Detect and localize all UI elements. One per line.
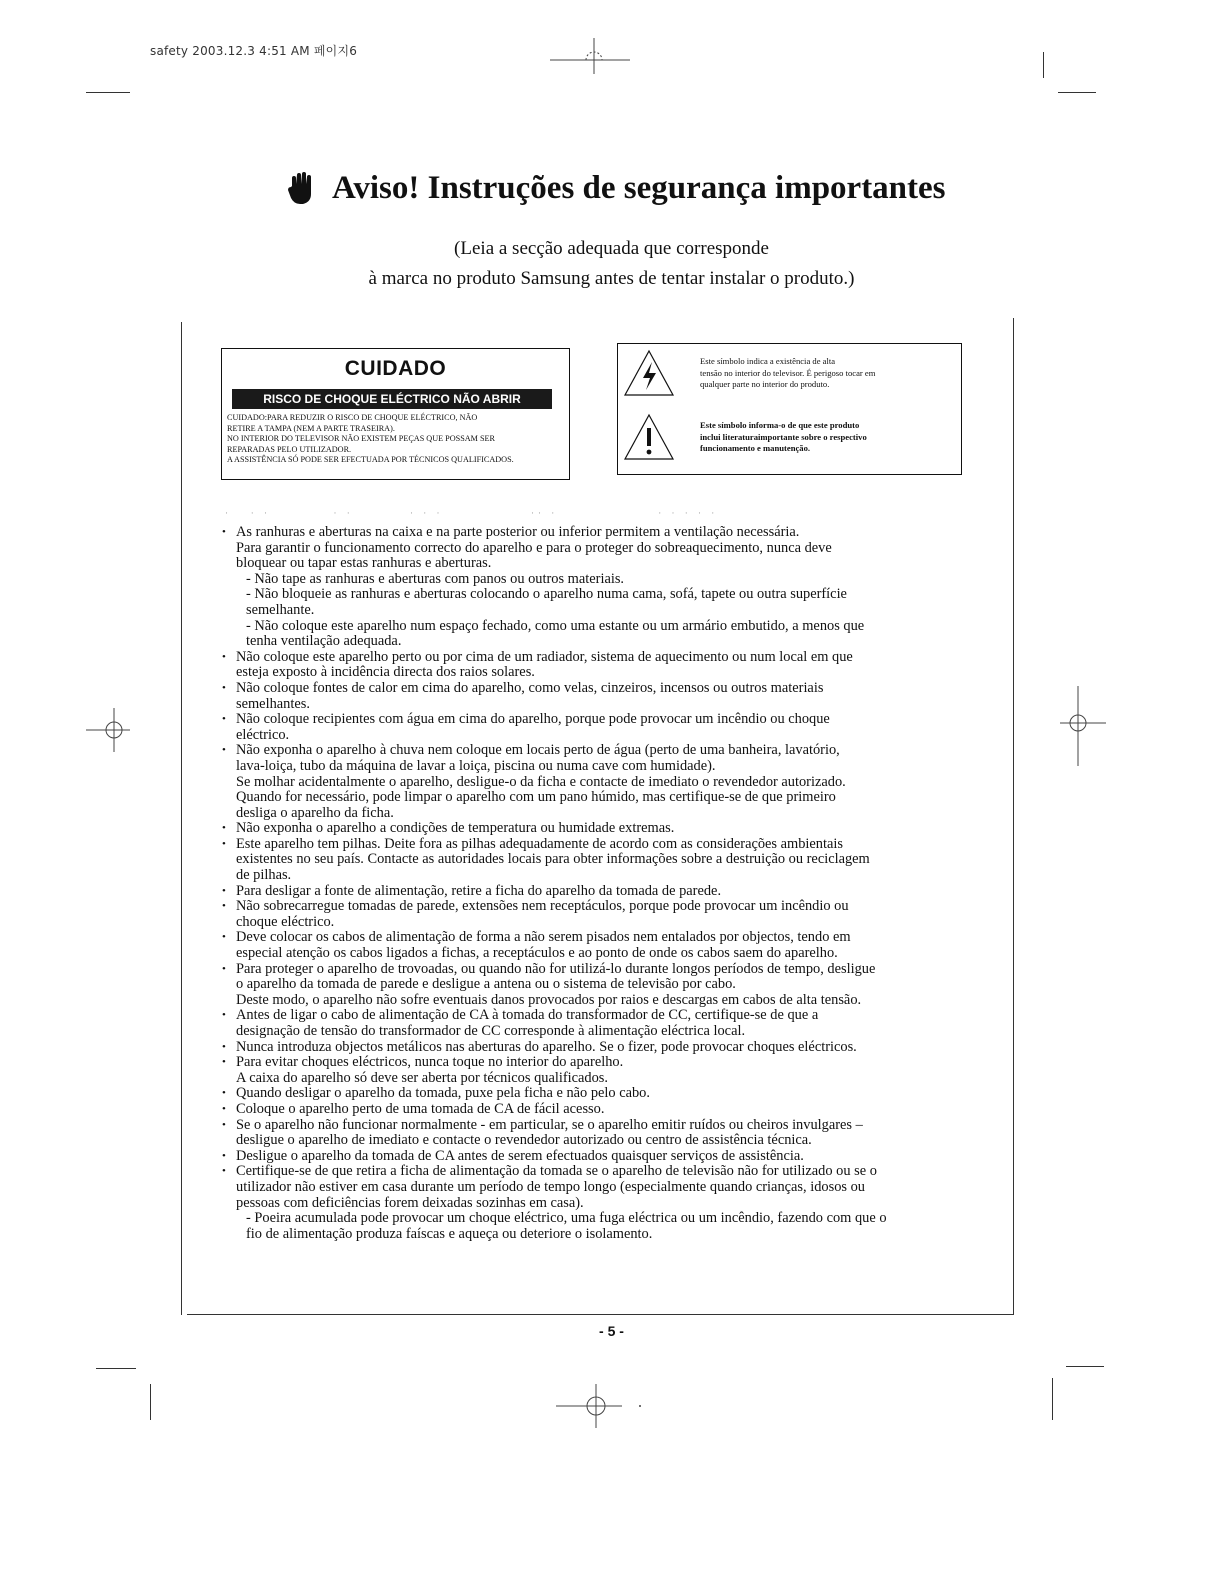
instruction-subitem-line: - Não bloqueie as ranhuras e aberturas colocando o aparelho numa cama, sofá, tapete ou outra superfície	[246, 586, 847, 603]
instruction-line: de pilhas.	[236, 867, 292, 884]
subtitle-line-1: (Leia a secção adequada que corresponde	[454, 238, 769, 259]
instruction-list	[222, 525, 982, 1242]
instruction-subitem-line: - Não tape as ranhuras e aberturas com panos ou outros materiais.	[246, 570, 625, 587]
caution-label	[221, 348, 570, 480]
instruction-item	[222, 1118, 982, 1149]
instruction-line: • Desligue o aparelho da tomada de CA antes de serem efectuados quaisquer serviços de assistência.	[236, 1147, 804, 1164]
instruction-line: • Se o aparelho não funcionar normalmente - em particular, se o aparelho emitir ruídos ou cheiros invulgares –	[236, 1116, 863, 1133]
caution-line: CUIDADO:PARA REDUZIR O RISCO DE CHOQUE ELÉCTRICO, NÃO	[227, 413, 478, 422]
instruction-item	[222, 525, 982, 650]
frame-right-border	[1013, 318, 1014, 1315]
caution-line: NO INTERIOR DO TELEVISOR NÃO EXISTEM PEÇAS QUE POSSAM SER	[227, 434, 496, 443]
caution-line: RETIRE A TAMPA (NEM A PARTE TRASEIRA).	[227, 423, 395, 433]
instruction-line: Deste modo, o aparelho não sofre eventuais danos provocados por raios e descargas em cabos de alta tensão.	[236, 991, 862, 1008]
instruction-line: • Não exponha o aparelho a condições de temperatura ou humidade extremas.	[236, 820, 675, 837]
instruction-item	[222, 1149, 982, 1165]
print-header: safety 2003.12.3 4:51 AM 페이지6	[150, 44, 358, 58]
instruction-line: eléctrico.	[236, 726, 290, 743]
instruction-item	[222, 1086, 982, 1102]
instruction-item	[222, 743, 982, 821]
instruction-item	[222, 681, 982, 712]
hand-warning-icon	[288, 172, 314, 206]
instruction-line: • Não coloque recipientes com água em cima do aparelho, porque pode provocar um incêndio ou choque	[236, 711, 830, 728]
instruction-line: choque eléctrico.	[236, 913, 335, 930]
registration-mark-bottom-icon	[556, 1380, 646, 1430]
instruction-line: bloquear ou tapar estas ranhuras e aberturas.	[236, 555, 492, 572]
crop-mark	[86, 92, 130, 93]
frame-bottom-border	[187, 1314, 1013, 1315]
registration-mark-right-icon	[1060, 686, 1106, 766]
instruction-item	[222, 962, 982, 1009]
instruction-subitem	[236, 1211, 982, 1242]
caution-line: A ASSISTÊNCIA SÓ PODE SER EFECTUADA POR TÉCNICOS QUALIFICADOS.	[227, 455, 514, 464]
caution-text	[222, 409, 569, 470]
instruction-line: pessoas com deficiências forem deixadas sozinhas em casa).	[236, 1194, 584, 1211]
caution-line: REPARADAS PELO UTILIZADOR.	[227, 444, 352, 454]
instruction-line: • Não coloque este aparelho perto ou por cima de um radiador, sistema de aquecimento ou num local em que	[236, 648, 853, 665]
symbols-legend	[617, 343, 962, 475]
instruction-item	[222, 899, 982, 930]
instruction-item	[222, 650, 982, 681]
instruction-line: • Não sobrecarregue tomadas de parede, extensões nem receptáculos, porque pode provocar um incêndio ou	[236, 898, 849, 915]
instruction-subitem-line: - Poeira acumulada pode provocar um choque eléctrico, uma fuga eléctrica ou um incêndio, fazendo com que o	[246, 1210, 887, 1227]
instruction-item	[222, 1055, 982, 1086]
instruction-line: Se molhar acidentalmente o aparelho, desligue-o da ficha e contacte de imediato o revendedor autorizado.	[236, 773, 846, 790]
crop-mark	[1043, 52, 1044, 78]
instruction-line: • As ranhuras e aberturas na caixa e na parte posterior ou inferior permitem a ventilação necessária.	[236, 524, 800, 540]
instruction-line: desligue o aparelho de imediato e contacte o revendedor autorizado ou centro de assistência técnica.	[236, 1132, 812, 1149]
title-block	[288, 170, 946, 207]
instruction-line: lava-loiça, tubo da máquina de lavar a loiça, piscina ou numa cave com humidade).	[236, 757, 716, 774]
scan-noise-divider: · · · · · · · · ·· · · · · · ·	[225, 508, 719, 518]
instruction-line: especial atenção os cabos ligados a fichas, a receptáculos e ao ponto de onde os cabos saem do aparelho.	[236, 945, 838, 962]
page-number: - 5 -	[599, 1323, 624, 1339]
instruction-line: • Para desligar a fonte de alimentação, retire a ficha do aparelho da tomada de parede.	[236, 882, 722, 899]
literature-line: Este símbolo informa-o de que este produto	[700, 420, 860, 430]
registration-mark-left-icon	[86, 708, 130, 752]
voltage-line: tensão no interior do televisor. É perigoso tocar em	[700, 367, 876, 378]
instruction-subitem	[236, 572, 982, 588]
instruction-line: designação de tensão do transformador de CC corresponde à alimentação eléctrica local.	[236, 1023, 746, 1039]
crop-mark	[1058, 92, 1096, 93]
instruction-subitem-line: tenha ventilação adequada.	[246, 633, 402, 650]
instruction-subitem-line: - Não coloque este aparelho num espaço fechado, como uma estante ou um armário embutido, a menos que	[246, 617, 865, 634]
instruction-line: • Não coloque fontes de calor em cima do aparelho, como velas, cinzeiros, incensos ou outros materiais	[236, 679, 824, 696]
caution-band: RISCO DE CHOQUE ELÉCTRICO NÃO ABRIR	[232, 389, 552, 409]
crop-mark	[150, 1384, 151, 1420]
instruction-item	[222, 1040, 982, 1056]
instruction-line: • Para evitar choques eléctricos, nunca toque no interior do aparelho.	[236, 1054, 624, 1071]
subtitle-line-2: à marca no produto Samsung antes de tentar instalar o produto.)	[368, 268, 855, 289]
instruction-line: • Para proteger o aparelho de trovoadas, ou quando não for utilizá-lo durante longos períodos de tempo, desligue	[236, 960, 876, 977]
voltage-line: Este símbolo indica a existência de alta	[700, 356, 836, 366]
crop-mark	[1066, 1366, 1104, 1367]
instruction-line: • Antes de ligar o cabo de alimentação de CA à tomada do transformador de CC, certifique-se de que a	[236, 1007, 819, 1024]
crop-mark	[96, 1368, 136, 1369]
instruction-line: • Certifique-se de que retira a ficha de alimentação da tomada se o aparelho de televisão não for utilizado ou se o	[236, 1163, 877, 1180]
instruction-subitem	[236, 587, 982, 618]
voltage-line: qualquer parte no interior do produto.	[700, 379, 830, 389]
instruction-item	[222, 930, 982, 961]
literature-line: inclui literaturaimportante sobre o respectivo	[700, 431, 867, 442]
instruction-line: • Este aparelho tem pilhas. Deite fora as pilhas adequadamente de acordo com as considerações ambientais	[236, 835, 843, 852]
instruction-item	[222, 884, 982, 900]
instruction-item	[222, 712, 982, 743]
instruction-line: Para garantir o funcionamento correcto do aparelho e para o proteger do sobreaquecimento, nunca deve	[236, 539, 832, 556]
instruction-line: A caixa do aparelho só deve ser aberta por técnicos qualificados.	[236, 1069, 609, 1086]
instruction-line: • Quando desligar o aparelho da tomada, puxe pela ficha e não pelo cabo.	[236, 1085, 650, 1102]
instruction-line: • Não exponha o aparelho à chuva nem coloque em locais perto de água (perto de uma banheira, lavatório,	[236, 742, 840, 759]
instruction-item	[222, 1164, 982, 1242]
instruction-line: Quando for necessário, pode limpar o aparelho com um pano húmido, mas certifique-se de que primeiro	[236, 789, 836, 806]
instruction-line: desliga o aparelho da ficha.	[236, 804, 394, 821]
instruction-line: • Nunca introduza objectos metálicos nas aberturas do aparelho. Se o fizer, pode provocar choques eléctricos.	[236, 1038, 857, 1055]
instruction-item	[222, 837, 982, 884]
instruction-item	[222, 1102, 982, 1118]
instruction-line: existentes no seu país. Contacte as autoridades locais para obter informações sobre a destruição ou reciclagem	[236, 851, 870, 868]
instruction-line: utilizador não estiver em casa durante um período de tempo longo (especialmente quando crianças, idosos ou	[236, 1178, 865, 1195]
instruction-subitem-line: semelhante.	[246, 601, 315, 618]
instruction-subitem-line: fio de alimentação produza faíscas e aqueça ou deteriore o isolamento.	[246, 1225, 653, 1242]
literature-line: funcionamento e manutenção.	[700, 443, 811, 453]
registration-mark-top-icon	[550, 34, 630, 78]
frame-left-border	[181, 322, 182, 1315]
instruction-item	[222, 1008, 982, 1039]
instruction-item	[222, 821, 982, 837]
instruction-line: semelhantes.	[236, 695, 310, 712]
exclamation-triangle-icon	[622, 412, 676, 462]
caution-title: CUIDADO	[344, 357, 447, 380]
page-title: Aviso! Instruções de segurança importantes	[332, 170, 946, 206]
instruction-line: esteja exposto à incidência directa dos raios solares.	[236, 664, 535, 681]
literature-symbol-text	[700, 420, 955, 455]
crop-mark	[1052, 1378, 1053, 1420]
instruction-line: o aparelho da tomada de parede e desligue a antena ou o sistema de televisão por cabo.	[236, 976, 736, 993]
high-voltage-triangle-icon	[622, 348, 676, 398]
instruction-subitem	[236, 619, 982, 650]
safety-instructions	[222, 525, 982, 1242]
voltage-symbol-text	[700, 356, 955, 391]
instruction-line: • Coloque o aparelho perto de uma tomada de CA de fácil acesso.	[236, 1100, 605, 1117]
instruction-line: • Deve colocar os cabos de alimentação de forma a não serem pisados nem entalados por objectos, tendo em	[236, 929, 851, 946]
